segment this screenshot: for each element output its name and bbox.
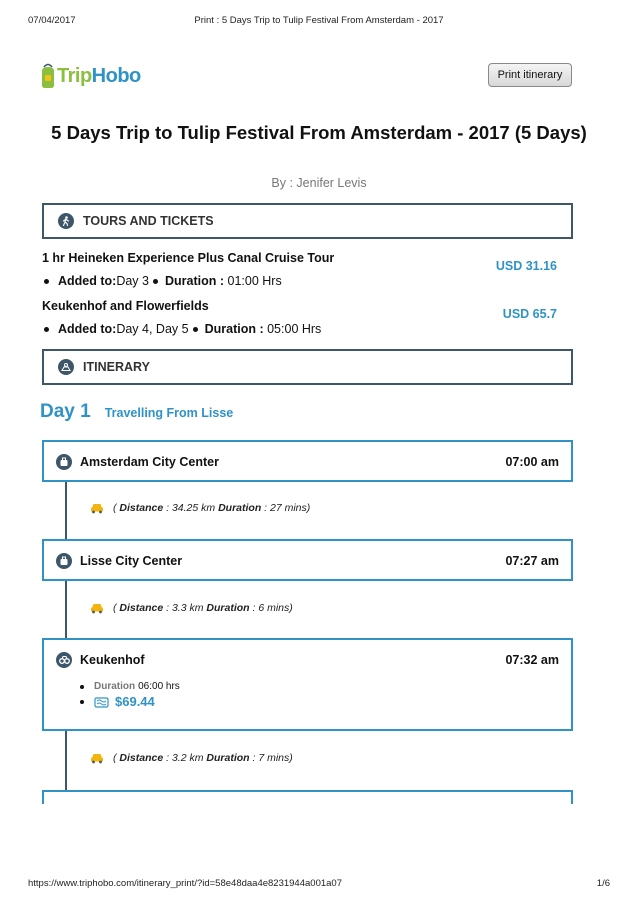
tour-price: USD 31.16 [495, 259, 557, 273]
tour-meta [42, 322, 573, 336]
travel-open: ( [113, 602, 117, 614]
timeline-line [65, 481, 67, 539]
duration-label: Duration : [164, 274, 225, 288]
tours-section-title: TOURS AND TICKETS [83, 214, 214, 228]
travel-open: ( [113, 752, 117, 764]
duration-label: Duration : [204, 322, 264, 336]
duration-value: : 27 mins) [264, 502, 311, 514]
bullet [80, 685, 84, 689]
print-header [28, 15, 610, 29]
stop-time: 07:00 am [505, 455, 559, 469]
day-number: Day 1 [40, 401, 91, 422]
page-title: 5 Days Trip to Tulip Festival From Amsterdam - 2017 (5 Days) [51, 122, 587, 143]
added-value: Day 3 [116, 274, 149, 288]
distance-value: : 3.2 km [166, 752, 204, 764]
tour-item [42, 299, 573, 336]
bullet [80, 700, 84, 704]
duration-value: 05:00 Hrs [267, 322, 322, 336]
print-itinerary-button[interactable]: Print itinerary [488, 63, 572, 87]
logo-text [57, 65, 141, 88]
distance-value: : 34.25 km [166, 502, 216, 514]
day-subtitle: Travelling From Lisse [104, 406, 234, 420]
tour-meta [42, 274, 573, 288]
itinerary-stop[interactable] [42, 539, 573, 581]
timeline-line [65, 580, 67, 638]
bullet [44, 327, 49, 332]
backpack-icon [40, 63, 56, 89]
car-icon [90, 502, 104, 514]
stop-name: Keukenhof [80, 653, 145, 667]
duration-value: 01:00 Hrs [227, 274, 282, 288]
bullet [44, 279, 49, 284]
tour-item [42, 251, 573, 288]
stop-name: Lisse City Center [80, 554, 183, 568]
travel-info [90, 502, 310, 514]
tours-section-header [42, 203, 573, 239]
tour-name[interactable]: 1 hr Heineken Experience Plus Canal Cruise Tour [42, 251, 335, 265]
travel-open: ( [113, 502, 117, 514]
hiker-icon [58, 213, 74, 229]
building-icon [56, 553, 72, 569]
itinerary-stop[interactable] [42, 638, 573, 731]
tour-name[interactable]: Keukenhof and Flowerfields [42, 299, 209, 313]
itinerary-stop[interactable] [42, 440, 573, 482]
stop-time: 07:27 am [505, 554, 559, 568]
duration-label: Duration [218, 502, 262, 514]
next-stop-partial [42, 790, 573, 804]
duration-label: Duration [94, 681, 136, 692]
bullet [193, 327, 198, 332]
itinerary-section-title: ITINERARY [83, 360, 150, 374]
duration-label: Duration [206, 752, 250, 764]
car-icon [90, 602, 104, 614]
travel-info [90, 602, 293, 614]
stop-time: 07:32 am [505, 653, 559, 667]
triphobo-logo[interactable] [40, 62, 141, 90]
added-label: Added to: [58, 274, 117, 288]
distance-value: : 3.3 km [166, 602, 204, 614]
map-icon [58, 359, 74, 375]
footer-url: https://www.triphobo.com/itinerary_print/?id=58e48daa4e8231944a001a07 [28, 878, 342, 889]
logo-text-trip: Trip [57, 64, 92, 87]
bullet [153, 279, 158, 284]
added-value: Day 4, Day 5 [116, 322, 189, 336]
ticket-icon [94, 696, 109, 708]
itinerary-section-header [42, 349, 573, 385]
building-icon [56, 454, 72, 470]
stop-cost [80, 694, 155, 709]
stop-duration [80, 681, 180, 692]
timeline-line [65, 730, 67, 790]
duration-value: : 6 mins) [252, 602, 293, 614]
author: By : Jenifer Levis [271, 176, 367, 190]
distance-label: Distance [119, 502, 164, 514]
distance-label: Distance [119, 752, 164, 764]
page-number: 1/6 [596, 878, 610, 889]
tour-price: USD 65.7 [502, 307, 557, 321]
day-header [40, 401, 233, 423]
duration-value: : 7 mins) [252, 752, 293, 764]
logo-text-hobo: Hobo [91, 64, 141, 87]
car-icon [90, 752, 104, 764]
cost-value: $69.44 [115, 694, 155, 709]
binoculars-icon [56, 652, 72, 668]
print-date: 07/04/2017 [28, 15, 76, 26]
duration-value: 06:00 hrs [138, 681, 180, 692]
print-footer [28, 878, 610, 890]
travel-info [90, 752, 293, 764]
added-label: Added to: [58, 322, 117, 336]
duration-label: Duration [206, 602, 250, 614]
distance-label: Distance [119, 602, 164, 614]
stop-name: Amsterdam City Center [80, 455, 219, 469]
print-title: Print : 5 Days Trip to Tulip Festival From Amsterdam - 2017 [194, 15, 444, 26]
